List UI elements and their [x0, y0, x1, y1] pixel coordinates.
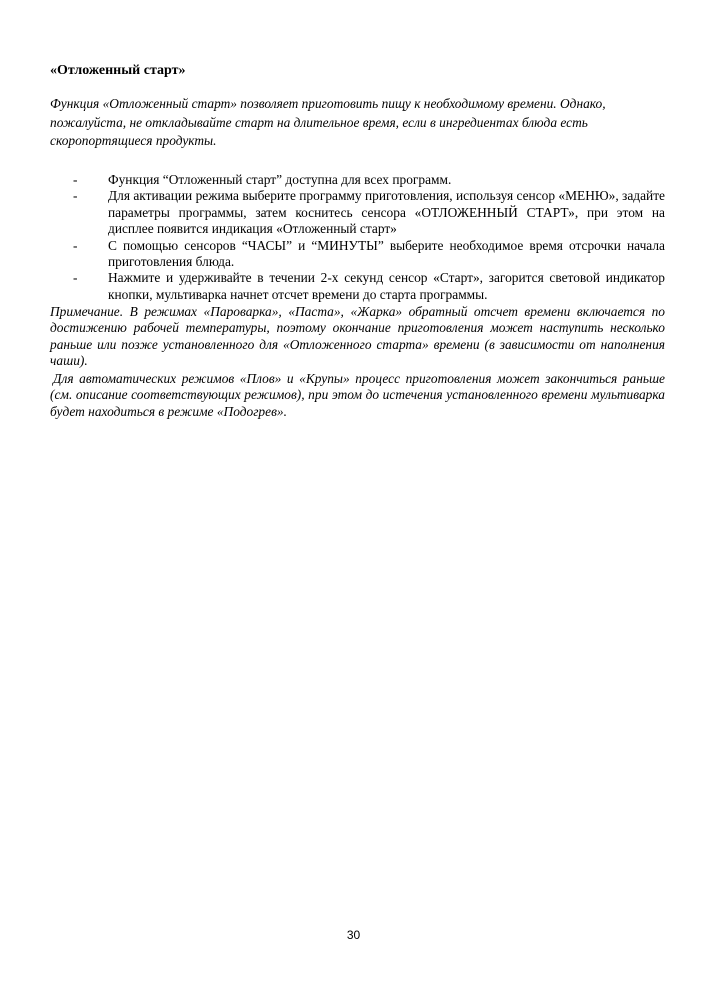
note-paragraph: Примечание. В режимах «Пароварка», «Паста», «Жарка» обратный отсчет времени включается по достижению рабочей температуры, поэтому окончание приготовления может наступить несколько раньше или позже установленного для «Отложенного старта» времени (в зависимости от наполнения чаши).: [50, 304, 665, 369]
list-item: [50, 188, 665, 237]
list-bullet: -: [73, 188, 78, 204]
list-bullet: -: [73, 237, 78, 253]
section-heading: «Отложенный старт»: [50, 63, 186, 78]
list-item: [50, 238, 665, 271]
list-item: [50, 172, 665, 188]
list-item: [50, 270, 665, 303]
list-item-text: Нажмите и удерживайте в течении 2-х секунд сенсор «Старт», загорится световой индикатор кнопки, мультиварка начнет отсчет времени до старта программы.: [108, 270, 665, 302]
instruction-list: [50, 172, 665, 303]
list-item-text: С помощью сенсоров “ЧАСЫ” и “МИНУТЫ” выберите необходимое время отсрочки начала приготовления блюда.: [108, 237, 665, 270]
list-bullet: -: [73, 270, 78, 286]
note-paragraph: Для автоматических режимов «Плов» и «Крупы» процесс приготовления может закончиться раньше (см. описание соответствующих режимов), при этом до истечения установленного времени мультиварка будет находиться в режиме «Подогрев».: [50, 371, 665, 419]
list-bullet: -: [73, 172, 78, 187]
intro-paragraph: Функция «Отложенный старт» позволяет приготовить пищу к необходимому времени. Однако, пожалуйста, не откладывайте старт на длительное время, если в ингредиентах блюда есть скоропортящиеся продукты.: [50, 96, 606, 148]
list-item-text: Функция “Отложенный старт” доступна для всех программ.: [108, 172, 452, 187]
page-number: 30: [346, 928, 361, 942]
list-item-text: Для активации режима выберите программу приготовления, используя сенсор «МЕНЮ», задайте параметры программы, затем коснитесь сенсора «ОТЛОЖЕННЫЙ СТАРТ», при этом на дисплее появится индикация «Отложенный старт»: [108, 188, 665, 237]
